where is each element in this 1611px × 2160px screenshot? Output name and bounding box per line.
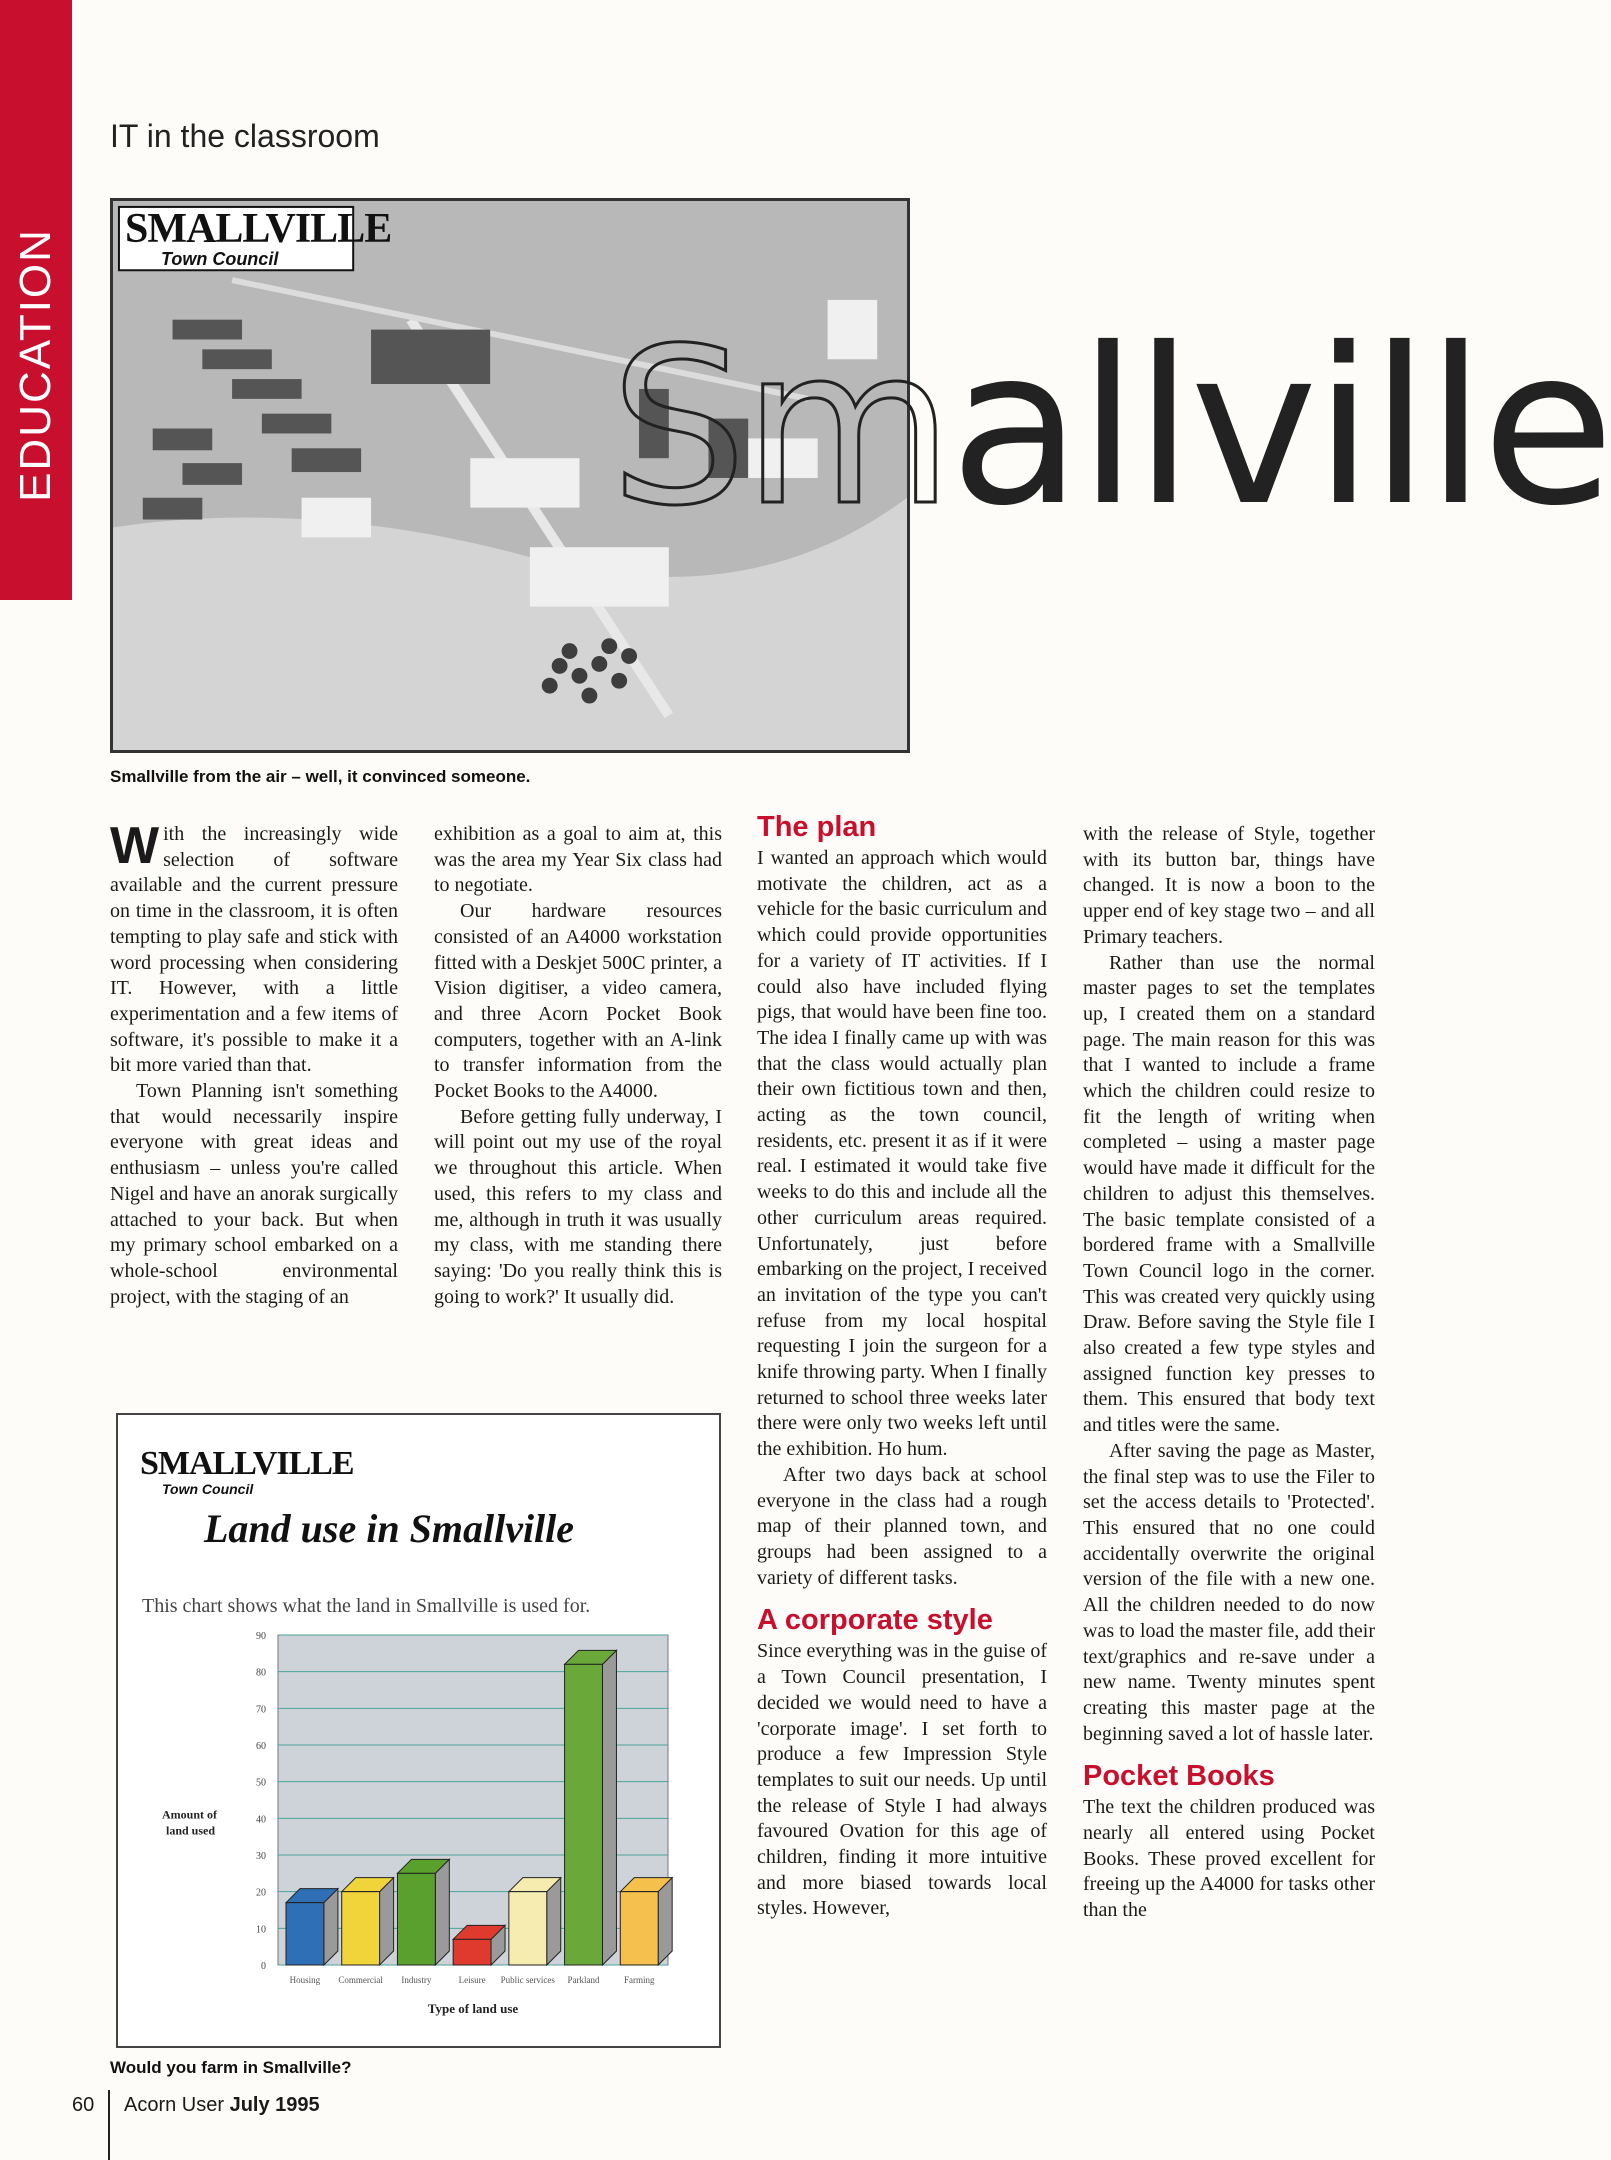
y-tick-label: 30 [256,1851,266,1862]
bar-side [658,1878,672,1965]
chart-logo-name: SMALLVILLE [140,1445,354,1482]
y-tick-label: 60 [256,1741,266,1752]
chart-logo-sub: Town Council [162,1481,254,1497]
article-column-2: exhibition as a goal to aim at, this was the area my Year Six class had to negotiate. Our hardware resources consisted of an A4000 workstation fitted with a Deskjet 500C printer, a Vision digitiser, a video camera, and three Acorn Pocket Book computers, together with an A-link to transfer information from the Pocket Books to the A4000. Before getting fully underway, I will point out my use of the royal we throughout this article. When used, this refers to my class and me, although in truth it was usually my class, with me standing there saying: 'Do you really think this is going to work?' It usually did. [434,823,722,1308]
bar [509,1892,547,1965]
section-tab-label: EDUCATION [11,228,61,502]
section-heading: IT in the classroom [110,118,380,154]
article-column-4: with the release of Style, together with its button bar, things have changed. It is now a boon to the upper end of key stage two – and all Primary teachers. Rather than use the normal master pages to set the templates up, I created them on a standard page. The main reason for this was that I wanted to include a frame which the children could resize to fit the length of writing when completed – using a master page would have made it difficult for the children to adjust this themselves. The basic template consisted of a bordered frame with a Smallville Town Council logo in the corner. This was created very quickly using Draw. Before saving the Style file I also created a few type styles and assigned function key presses to them. This ensured that body text and titles were the same. After saving the page as Master, the final step was to use the Filer to set the access details to 'Protected'. This ensured that no one could accidentally overwrite the original version of the file with a new one. All the children needed to do now was to load the master file, add their text/graphics and re-save under a new name. Twenty minutes spent creating this master page at the beginning saved a lot of hassle later. Pocket Books The text the children produced was nearly all entered using Pocket Books. These proved excellent for freeing up the A4000 for tasks other than the [1083,823,1375,1922]
bar [342,1892,380,1965]
y-tick-label: 70 [256,1704,266,1716]
x-tick-label: Industry [401,1975,432,1985]
y-tick-label: 50 [256,1777,266,1789]
bar [453,1939,491,1965]
chart-panel-title: Land use in Smallville [204,1506,575,1551]
bar [286,1903,324,1965]
drop-cap: W [110,817,160,875]
x-tick-label: Parkland [567,1975,600,1985]
y-tick-label: 90 [256,1631,266,1642]
article-title: Smallville [610,302,1611,553]
article-column-3: The plan I wanted an approach which would motivate the children, act as a vehicle for the basic curriculum and which could provide opportunities for a variety of IT activities. If I could also have included flying pigs, that would have been fine too. The idea I finally came up with was that the class would actually plan their own fictitious town and then, acting as the town council, residents, etc. present it as if it were real. I estimated it would take five weeks to do this and include all the other curriculum areas required. Unfortunately, just before embarking on the project, I received an invitation of the type you can't refuse from my local hospital requesting I join the surgeon for a knife throwing party. When I finally returned to school three weeks later there were only two weeks left until the exhibition. Ho hum. After two days back at school everyone in the class had a rough map of their planned town, and groups had been assigned to a variety of different tasks. A corporate style Since everything was in the guise of a Town Council presentation, I decided we would need to have a 'corporate image'. I set forth to produce a few Impression Style templates to suit our needs. Up until the release of Style I had always favoured Ovation for this age of children, finding it more intuitive and more biased towards local styles. However, [757,811,1047,1920]
chart-subtitle: This chart shows what the land in Smallville is used for. [142,1595,591,1617]
footer-publication: Acorn User July 1995 [124,2094,320,2116]
page-number: 60 [72,2094,95,2116]
subheading-the-plan: The plan [757,811,877,843]
chart-caption: Would you farm in Smallville? [110,2058,352,2077]
x-tick-label: Public services [500,1975,555,1985]
bar-side [435,1859,449,1965]
subheading-corporate-style: A corporate style [757,1604,993,1637]
x-tick-label: Farming [623,1975,655,1985]
photo-caption: Smallville from the air – well, it convinced someone. [110,767,531,786]
y-tick-label: 0 [261,1961,266,1972]
bar-side [380,1878,394,1965]
y-tick-label: 80 [256,1667,266,1679]
x-axis-label: Type of land use [427,2001,519,2016]
x-tick-label: Housing [289,1975,321,1985]
bar [565,1664,603,1965]
bar [620,1892,658,1965]
bar-chart [118,1615,719,2045]
x-tick-label: Commercial [338,1975,383,1985]
photo-logo-sub: Town Council [161,249,279,269]
bar [397,1873,435,1965]
bar-side [602,1650,616,1965]
chart-panel [116,1413,721,2048]
photo-logo-name: SMALLVILLE [125,206,392,252]
subheading-pocket-books: Pocket Books [1083,1760,1275,1793]
bar-side [547,1878,561,1965]
y-tick-label: 40 [256,1814,266,1826]
y-tick-label: 20 [256,1887,266,1899]
y-tick-label: 10 [256,1924,266,1936]
x-tick-label: Leisure [458,1975,486,1985]
article-column-1: With the increasingly wide selection of software available and the current pressure on time in the classroom, it is often tempting to play safe and stick with word processing when considering IT. However, with a little experimentation and a few items of software, it's possible to make it a bit more varied than that. Town Planning isn't something that would necessarily inspire everyone with great ideas and enthusiasm – unless you're called Nigel and have an anorak surgically attached to your back. But when my primary school embarked on a whole-school environmental project, with the staging of an [110,817,398,1308]
footer-divider [108,2090,110,2160]
y-axis-label: Amount of land used [162,1807,218,1838]
